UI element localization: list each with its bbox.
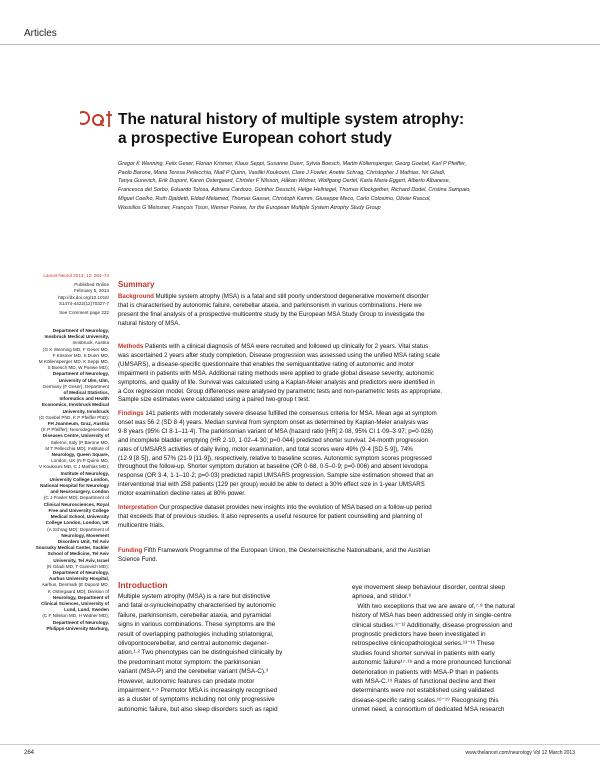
interpretation-line: that exceeds that of previous studies. It also represents a useful resource for patient counselling and planning of: [118, 512, 423, 520]
interpretation-label: Interpretation: [118, 504, 158, 511]
introduction-line: Multiple system atrophy (MSA) is a rare but distinctive: [118, 593, 271, 600]
findings-line: interventional trial with 258 patients (129 per group) would be able to detect a 30% effect size in 1-year UMSARS: [118, 481, 425, 489]
affiliation-line: Germany (F Geser); Department: [42, 383, 109, 389]
doi-link[interactable]: http://dx.doi.org/10.1016/: [58, 294, 109, 300]
journal-footer: www.thelancet.com/neurology Vol 12 March 2013: [465, 750, 575, 756]
introduction-line: as a cluster of symptoms including not only progressive: [118, 696, 275, 704]
affiliation-line: School of Medicine, Tel Aviv: [47, 551, 109, 557]
introduction-line: unmet need, a consortium of dedicated MSA research: [352, 706, 505, 714]
introduction-line: With two exceptions that we are aware of,⁷·⁸ the natural: [352, 602, 515, 610]
author-line: Francesca del Sorbo, Eduardo Tolosa, Adriana Cardozo, Günther Deuschl, Helge Hellriegel, Thomas Klockgether, Richard Dodel, Cristina Sampaio,: [118, 187, 471, 194]
affiliation-line: Free and University College: [48, 507, 109, 513]
affiliation-line: of Medical Statistics,: [63, 390, 109, 396]
affiliation-line: Department of Neurology,: [52, 371, 109, 377]
background-line: present the final analysis of a prospective multicentre study by the European MSA Study Group to investigate the: [118, 310, 425, 318]
introduction-line: signs in various combinations. These symptoms are the: [118, 621, 276, 629]
interpretation-line: Our prospective dataset provides new insights into the evolution of MSA based on a follow-up period: [159, 504, 432, 511]
affiliation-line: K Ostergaard MD); Division of: [47, 588, 109, 594]
affiliation-line: Sourasky Medical Center, Sackler: [35, 545, 109, 551]
introduction-line: autonomic failure, but also sleep disorders such as rapid: [118, 705, 278, 713]
affiliation-line: London, UK (N P Quinn MD,: [51, 458, 109, 464]
introduction-line: determinants were not established using validated: [352, 687, 494, 695]
title-line: The natural history of multiple system atrophy:: [118, 111, 465, 128]
affiliation-line: (N Giladi MD, T Gurevich MD);: [46, 563, 109, 569]
methods-label: Methods: [118, 343, 144, 350]
introduction-line: and fatal α-synucleinopathy characterised by autonomic: [118, 602, 276, 610]
affiliation-line: Disorders Unit, Tel Aviv: [57, 538, 109, 544]
introduction-line: However, autonomic features can predate motor: [118, 677, 255, 685]
introduction-heading: Introduction: [118, 580, 168, 590]
affiliation-line: Medical School, University: [50, 514, 109, 520]
introduction-line: studies found shorter survival in patients with early: [352, 649, 495, 657]
introduction-line: retrospective clinicopathological series.¹³⁻¹⁶ These: [352, 640, 495, 648]
introduction-line: history of MSA has been addressed only in single-centre: [352, 612, 512, 620]
background-line: natural history of MSA.: [118, 319, 181, 327]
affiliation-line: Neurology, Department of: [52, 594, 109, 600]
affiliation-line: (C J Fowler MD); Department of: [43, 495, 109, 501]
findings-line: motor examination decline rates at 80% power.: [118, 490, 246, 498]
introduction-line: result of overlapping pathologies including striatonigral,: [118, 630, 274, 638]
summary-funding: [118, 547, 580, 565]
findings-line: throughout the follow-up. Shorter symptom duration at baseline (OR 0·68, 0·5–0·9; p=0·006) and absent levodopa: [118, 463, 428, 471]
introduction-line: clinical studies.⁹⁻¹² Additionally, disease progression and: [352, 621, 513, 629]
comment-link[interactable]: See Comment page 222: [59, 310, 109, 316]
methods-line: impairment in patients with MSA. Additional rating methods were applied to grade global disease severity, autonomic: [118, 369, 434, 377]
introduction-line: the predominant motor symptom: the parkinsonian: [118, 658, 261, 666]
affiliation-line: Clinical Neurosciences, Royal: [43, 501, 109, 507]
affiliation-line: Informatics and Health: [59, 396, 109, 402]
affiliation-line: Diseases Centre, University of: [42, 433, 109, 439]
affiliation-line: Department of Neurology,: [52, 328, 109, 333]
findings-line: (12·9 [8·5]), and 57% (21·9 [11·9]), respectively, relative to baseline scores. Autonomic symptom scores progressed: [118, 454, 432, 462]
summary-heading: Summary: [118, 280, 155, 289]
affiliation-line: Institute of Neurology,: [60, 470, 109, 476]
findings-line: response (OR 3·4, 1·1–10·2; p=0·03) predicted rapid UMSARS progression. Sample size estimation showed that an: [118, 472, 434, 480]
introduction-line: ation.¹·² Two phenotypes can be distinguished clinically by: [118, 649, 283, 657]
author-line: Paolo Barone, Maria Teresa Pellecchia, Niall P Quinn, Vasiliki Koukouni, Clare J Fowler, Anette Schrag, Christopher J Mathias, Nir Giladi,: [118, 169, 446, 176]
introduction-line: apnoea, and stridor.⁶: [352, 593, 412, 601]
author-line: Gregor K Wenning, Felix Geser, Florian Krismer, Klaus Seppi, Susanne Duerr, Sylvia Boesch, Martin Köllensperger, Georg Goebel, Karl P Pfeiffer,: [118, 161, 467, 167]
methods-line: was ascertained 2 years after study completion. Disease progression was assessed using the unified MSA rating scale: [118, 351, 440, 359]
journal-reference: Lancet Neurol 2013; 12: 264–74: [43, 273, 109, 278]
publication-info: [6, 273, 109, 316]
page-number: 264: [24, 750, 35, 756]
background-label: Background: [118, 293, 154, 300]
section-label: Articles: [24, 28, 57, 39]
affiliation-line: Philipps-University Marburg,: [46, 625, 109, 631]
affiliation-line: Economics, Innsbruck Medical: [41, 402, 109, 408]
affiliation-line: Neurology, Movement: [61, 532, 109, 538]
author-list: [118, 160, 580, 212]
affiliation-line: Salerno, Italy (P Barone MD,: [50, 439, 109, 445]
affiliation-line: (K P Pfeiffer); Neurodegenerative: [41, 427, 109, 433]
introduction-left-column: [118, 592, 344, 714]
introduction-line: variant (MSA-P) and the cerebellar variant (MSA-C).³: [118, 668, 268, 676]
findings-line: rates of UMSARS activities of daily living, motor examination, and total scores were 49% (9·4 [SD 5·9]), 74%: [118, 445, 413, 453]
affiliation-line: College London, London, UK: [45, 520, 109, 526]
summary-interpretation: [118, 504, 580, 531]
funding-line: Science Fund.: [118, 555, 158, 563]
affiliation-line: V Koukouni MD, C J Mathias MD);: [39, 464, 109, 470]
affiliation-line: Department of Neurology,: [52, 569, 109, 575]
findings-line: 141 patients with moderately severe disease fulfilled the consensus criteria for MSA. Mean age at symptom: [145, 410, 437, 417]
header-divider: [0, 44, 600, 45]
published-date: February 5, 2013: [74, 288, 109, 294]
affiliation-line: FH Joanneum, Graz, Austria: [47, 421, 109, 427]
affiliation-line: Lund, Lund, Sweden: [64, 607, 109, 613]
methods-line: a Cox regression model. Group differences were analysed by parametric tests and non-parametric tests as appropriate.: [118, 387, 443, 395]
article-title: [118, 110, 578, 148]
title-line: a prospective European cohort study: [118, 130, 392, 147]
affiliation-line: Innsbruck, Austria: [72, 340, 109, 346]
affiliation-line: (A Schrag MD); Department of: [47, 526, 109, 532]
introduction-line: impairment.⁴·⁵ Premotor MSA is increasingly recognised: [118, 687, 278, 695]
methods-line: Patients with a clinical diagnosis of MSA were recruited and followed up clinically for 2 years. Vital status: [144, 343, 429, 350]
affiliation-line: M T Pellecchia MD); Institute of: [45, 445, 109, 451]
introduction-line: eye movement sleep behaviour disorder, central sleep: [352, 584, 506, 591]
summary-methods: [118, 343, 580, 405]
author-line: Wassilios G Meissner, François Tison, Werner Poewe, for the European Multiple System Atrophy Study Group: [118, 204, 381, 211]
introduction-line: autonomic failure¹⁷·¹⁸ and a more pronounced functional: [352, 659, 511, 667]
funding-label: Funding: [118, 547, 143, 554]
affiliation-line: University College London,: [49, 476, 109, 482]
findings-line: 9·8 years (95% CI 8·1–11·4). The parkinsonian variant of MSA (hazard ratio [HR] 2·08, 95% CI 1·09–3·97; p=0·026): [118, 427, 433, 435]
funding-line: Fifth Framework Programme of the European Union, the Oesterreichische Nationalbank, and the Austrian: [143, 547, 431, 554]
author-line: Miguel Coelho, Ruth Djaldetti, Eldad Melamed, Thomas Gasser, Christoph Kamm, Giuseppe Meco, Carlo Colosimo, Olivier Rascol,: [118, 195, 431, 202]
introduction-line: prognostic predictors have been investigated in: [352, 631, 486, 639]
introduction-line: failure, parkinsonism, cerebellar ataxia, and pyramidal: [118, 611, 271, 619]
affiliation-line: and Neurosurgery, London: [50, 489, 109, 495]
affiliation-line: Clinical Sciences, University of: [41, 600, 109, 606]
doi-id: S1474-4422(12)70327-7: [58, 300, 109, 306]
methods-line: Sample size estimates were calculated using a paired two-group t test.: [118, 396, 310, 404]
summary-findings: [118, 410, 580, 499]
findings-line: and incomplete bladder emptying (HR 2·10, 1·02–4·30; p=0·044) predicted shorter survival. 24-month progression: [118, 436, 429, 444]
affiliation-line: Department of Neurology,: [52, 619, 109, 625]
affiliation-line: University, Innsbruck: [62, 408, 109, 414]
affiliation-line: National Hospital for Neurology: [40, 483, 109, 489]
affiliation-line: F Krismer MD, S Duerr MD,: [52, 352, 109, 358]
affiliation-line: University, Tel Aviv, Israel: [53, 557, 109, 563]
introduction-line: with MSA-C.¹⁹ Rates of functional decline and their: [352, 678, 496, 686]
affiliation-line: Aarhus University Hospital,: [49, 576, 109, 582]
affiliation-line: Neurology, Queen Square,: [51, 452, 109, 458]
affiliation-line: M Köllensperger MD, K Seppi MD,: [38, 359, 109, 365]
affiliation-line: S Boesch MD, W Poewe MD);: [47, 365, 109, 371]
methods-line: (UMSARS), a disease-specific questionnaire that enables the semiquantitative rating of autonomic and motor: [118, 360, 414, 368]
findings-label: Findings: [118, 410, 144, 417]
background-line: that is characterised by autonomic failure, cerebellar ataxia, and parkinsonism in various combinations. Here we: [118, 301, 422, 309]
introduction-line: deterioration in patients with MSA-P than in patients: [352, 668, 499, 676]
open-access-logo-icon: [80, 108, 114, 130]
findings-line: onset was 56·2 (SD 8·4) years. Median survival from symptom onset as determined by Kaplan-Meier analysis was: [118, 418, 429, 426]
author-line: Tanya Gurevich, Erik Dupont, Karen Ostergaard, Christer F Nilsson, Håkan Widner, Wolfgang Oertel, Karla Maria Eggert, Alberto Albanese,: [118, 178, 451, 185]
published-online-label: Published Online: [74, 282, 109, 288]
background-line: Multiple system atrophy (MSA) is a fatal and still poorly understood degenerative movement disorder: [155, 293, 429, 300]
affiliation-line: Aarhus, Denmark (E Dupont MD,: [41, 582, 109, 588]
methods-line: symptoms, and quality of life. Survival was calculated using a Kaplan-Meier analysis and predictors were identified in: [118, 378, 435, 386]
affiliation-line: (G Goebel PhD, K P Pfeiffer PhD);: [38, 414, 109, 420]
introduction-line: disease-specific rating scales.¹⁶⁻¹⁹ Recognising this: [352, 696, 499, 704]
affiliations-list: [6, 328, 109, 632]
affiliation-line: (C F Nilsson MD, H Widner MD);: [42, 613, 109, 619]
affiliation-line: Innsbruck Medical University,: [44, 334, 109, 340]
summary-background: [118, 293, 580, 329]
affiliation-line: (G K Wenning MD, F Geser MD,: [42, 346, 109, 352]
introduction-right-column: [352, 583, 578, 715]
affiliation-line: University of Ulm, Ulm,: [58, 377, 109, 383]
interpretation-line: multicentre trials.: [118, 521, 165, 529]
introduction-line: olivopontocerebellar, and central autonomic degener-: [118, 640, 269, 648]
footer-divider: [0, 744, 600, 745]
